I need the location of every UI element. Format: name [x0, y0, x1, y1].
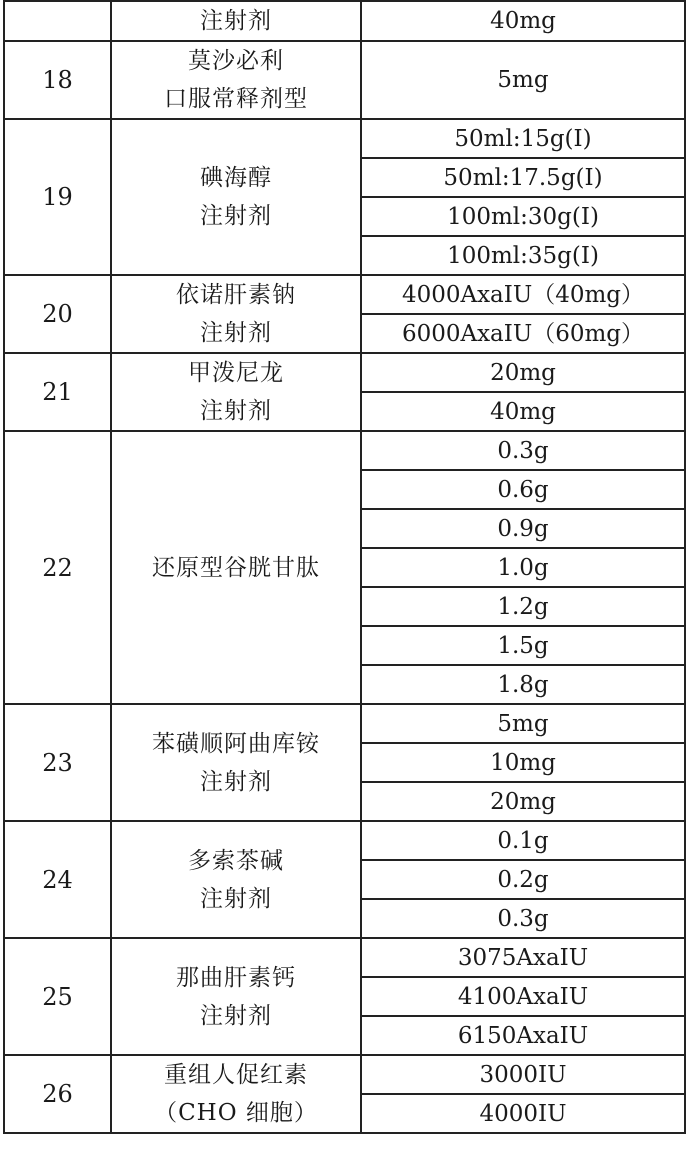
spec-cell: 0.9g: [361, 509, 685, 548]
spec-cell: 10mg: [361, 743, 685, 782]
table-body: [4, 1, 685, 1133]
table-row: [4, 1055, 685, 1094]
spec-cell: 1.8g: [361, 665, 685, 704]
table-row: [4, 41, 685, 119]
spec-cell: 20mg: [361, 782, 685, 821]
drug-name-cell: [111, 41, 361, 119]
item-number-cell: 24: [4, 821, 111, 938]
spec-cell: 4000IU: [361, 1094, 685, 1133]
drug-name-cell: [111, 353, 361, 431]
spec-cell: 50ml:15g(I): [361, 119, 685, 158]
item-number-cell: 23: [4, 704, 111, 821]
item-number-cell: 18: [4, 41, 111, 119]
item-number-cell: 26: [4, 1055, 111, 1133]
table-row: [4, 119, 685, 158]
item-number-cell: 21: [4, 353, 111, 431]
table-row: [4, 275, 685, 314]
drug-name-cell: [111, 275, 361, 353]
drug-name-text: 重组人促红素 （CHO 细胞）: [154, 1062, 318, 1126]
drug-name-cell: [111, 431, 361, 704]
table-row: [4, 704, 685, 743]
item-number-cell: [4, 1, 111, 41]
spec-cell: 6150AxaIU: [361, 1016, 685, 1055]
spec-cell: 1.5g: [361, 626, 685, 665]
drug-name-cell: [111, 821, 361, 938]
spec-cell: 0.3g: [361, 431, 685, 470]
table-row: [4, 821, 685, 860]
drug-name-cell: [111, 1055, 361, 1133]
spec-cell: 0.1g: [361, 821, 685, 860]
spec-cell: 1.2g: [361, 587, 685, 626]
drug-name-text: 甲泼尼龙 注射剂: [188, 360, 284, 424]
drug-name-text: 注射剂: [200, 8, 272, 34]
drug-name-text: 苯磺顺阿曲库铵 注射剂: [152, 730, 320, 795]
spec-cell: 5mg: [361, 41, 685, 119]
drug-name-cell: [111, 1, 361, 41]
table-row: [4, 431, 685, 470]
spec-cell: 4000AxaIU（40mg）: [361, 275, 685, 314]
spec-cell: 1.0g: [361, 548, 685, 587]
table-row: [4, 353, 685, 392]
item-number-cell: 25: [4, 938, 111, 1055]
drug-name-cell: [111, 119, 361, 275]
drug-name-text: 还原型谷胱甘肽: [152, 554, 320, 581]
drug-name-text: 莫沙必利 口服常释剂型: [164, 48, 308, 112]
spec-cell: 4100AxaIU: [361, 977, 685, 1016]
spec-cell: 40mg: [361, 1, 685, 41]
spec-cell: 20mg: [361, 353, 685, 392]
item-number-cell: 22: [4, 431, 111, 704]
spec-cell: 0.6g: [361, 470, 685, 509]
item-number-cell: 19: [4, 119, 111, 275]
drug-spec-table: [3, 0, 686, 1134]
spec-cell: 100ml:30g(I): [361, 197, 685, 236]
drug-name-text: 多索茶碱 注射剂: [188, 847, 284, 912]
spec-cell: 0.3g: [361, 899, 685, 938]
spec-cell: 6000AxaIU（60mg）: [361, 314, 685, 353]
spec-cell: 3075AxaIU: [361, 938, 685, 977]
spec-cell: 3000IU: [361, 1055, 685, 1094]
spec-cell: 50ml:17.5g(I): [361, 158, 685, 197]
spec-cell: 0.2g: [361, 860, 685, 899]
drug-name-cell: [111, 938, 361, 1055]
item-number-cell: 20: [4, 275, 111, 353]
table-row: [4, 938, 685, 977]
drug-name-text: 碘海醇 注射剂: [200, 165, 272, 229]
spec-cell: 40mg: [361, 392, 685, 431]
drug-name-text: 依诺肝素钠 注射剂: [176, 282, 296, 346]
drug-name-cell: [111, 704, 361, 821]
drug-name-text: 那曲肝素钙 注射剂: [176, 964, 296, 1029]
table-row: [4, 1, 685, 41]
spec-cell: 100ml:35g(I): [361, 236, 685, 275]
spec-cell: 5mg: [361, 704, 685, 743]
